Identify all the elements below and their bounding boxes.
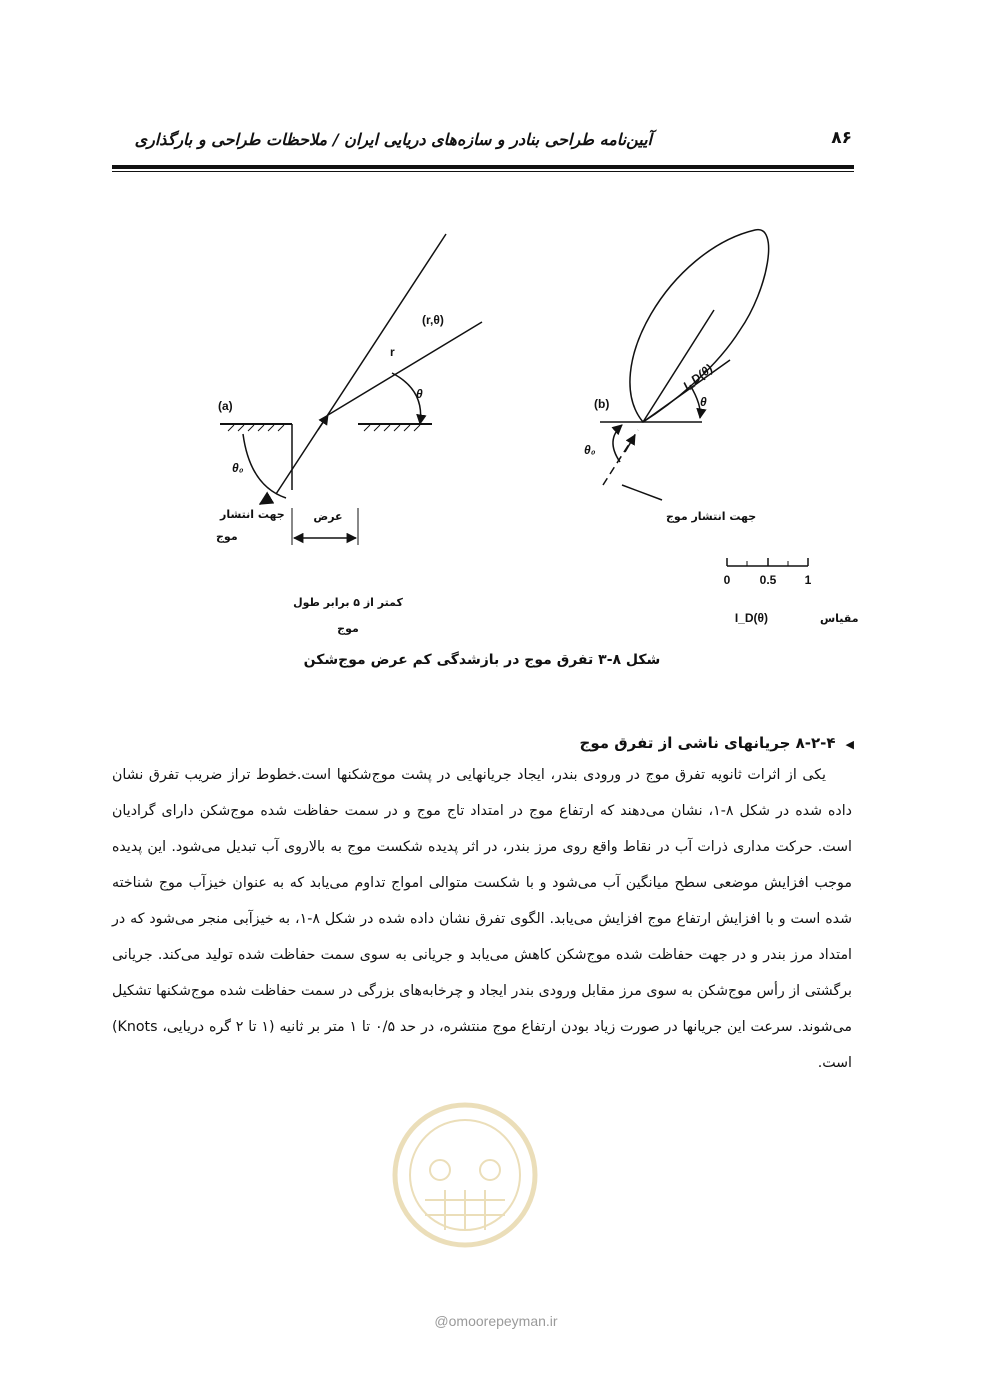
direction-pointer-b: [622, 485, 662, 500]
watermark-site: @omoorepeyman.ir: [434, 1313, 558, 1329]
scale-tick-0: 0: [723, 573, 731, 587]
running-title: آیین‌نامه طراحی بنادر و سازه‌های دریایی ایران / ملاحظات طراحی و بارگذاری: [134, 130, 652, 149]
header-rule-thin: [112, 171, 854, 172]
section-title: ۸-۲-۴ جریانهای ناشی از تفرق موج: [579, 734, 836, 752]
scale-tick-1: 1: [804, 573, 812, 587]
wave-ray: [276, 234, 446, 494]
panel-a-label: (a): [218, 399, 233, 413]
watermark-seal: [370, 1090, 560, 1260]
theta-label-a: θ: [416, 387, 423, 401]
panel-a: [216, 234, 482, 636]
header-rule-thick: [112, 165, 854, 169]
hatching-left: [228, 425, 284, 431]
panel-b: [584, 230, 769, 524]
diffraction-figure: [100, 200, 860, 640]
figure-caption: شکل ۸-۳ تفرق موج در بازشدگی کم عرض موج‌شکن: [303, 652, 661, 668]
id-label: I_D(θ): [680, 361, 716, 393]
theta0-label-a: θ₀: [232, 461, 244, 475]
scale-symbol: I_D(θ): [734, 611, 768, 625]
width-label: عرض: [313, 510, 343, 523]
theta0-label-b: θ₀: [584, 443, 596, 457]
scale-word: مقیاس: [820, 612, 859, 625]
theta0-arrow: [260, 498, 270, 504]
diffraction-lobe: [630, 230, 769, 422]
body-paragraph: یکی از اثرات ثانویه تفرق موج در ورودی بندر، ایجاد جریانهایی در پشت موج‌شکنها است.خطوط تراز ضریب تفرق نشان داده شده در شکل ۸-۱، نشان می‌دهند که ارتفاع موج در امتداد تاج موج و در سمت حفاظت شده موج‌شکن دارای گرادیان است. حرکت مداری ذرات آب در نقاط واقع روی مرز بندر، در اثر پدیده شکست موج به بالاروی آب تبدیل می‌شود. این پدیده موجب افزایش موضعی سطح میانگین آب می‌شود و با شکست متوالی امواج تداوم می‌یابد که به عنوان خیزآب موج شناخته شده است و با افزایش ارتفاع موج افزایش می‌یابد. الگوی تفرق نشان داده شده در شکل ۸-۱، به خیزآبی منجر می‌شود که در امتداد مرز بندر و در جهت حفاظت شده موج‌شکن کاهش می‌یابد و جریانی به سوی سمت حفاظت شده تولید می‌کند. جریانی برگشتی از رأس موج‌شکن به سوی مرز مقابل ورودی بندر ایجاد و چرخابه‌های بزرگی در سمت حفاظت شده موج‌شکنها تشکیل می‌شوند. سرعت این جریانها در صورت زیاد بودن ارتفاع موج منتشره، در حد ۰/۵ تا ۱ متر بر ثانیه (۱ تا ۲ گره دریایی، Knots) است.: [112, 767, 852, 1071]
radius-line: [328, 322, 482, 415]
ray-arrow: [318, 415, 328, 430]
direction-label-a-2: موج: [216, 530, 238, 543]
scale-bar: [724, 558, 859, 625]
running-header: [112, 128, 852, 154]
direction-label-a-1: جهت انتشار: [220, 508, 285, 521]
note-line-1: کمتر از ۵ برابر طول: [293, 596, 403, 609]
theta-label-b: θ: [700, 395, 707, 409]
hatching-right: [364, 425, 420, 431]
direction-label-b: جهت انتشار موج: [666, 510, 757, 523]
panel-b-label: (b): [594, 397, 610, 411]
scale-tick-05: 0.5: [759, 573, 777, 587]
note-line-2: موج: [337, 622, 359, 635]
point-label: (r,θ): [422, 313, 444, 327]
page-number: ۸۶: [831, 128, 852, 148]
incident-arrow: [625, 435, 635, 452]
triangle-bullet-icon: ◀: [845, 738, 854, 751]
section-heading: [580, 734, 854, 752]
r-label: r: [390, 345, 395, 359]
